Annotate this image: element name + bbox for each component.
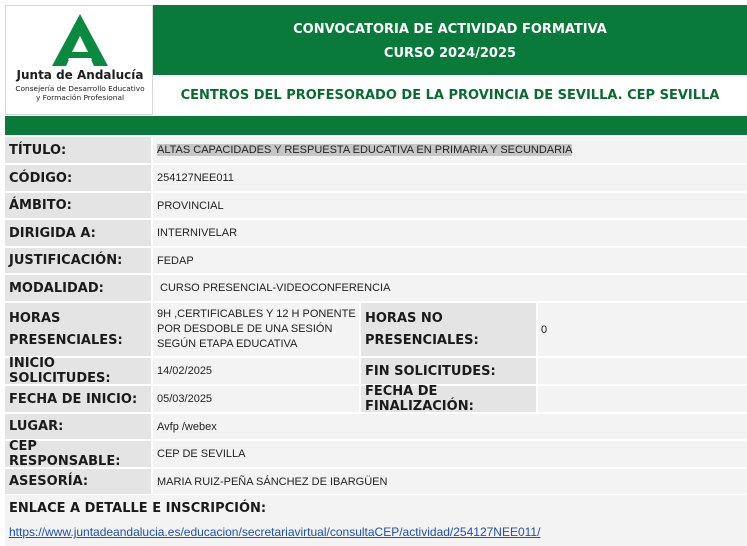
row-titulo [5,137,747,163]
row-modalidad [5,275,747,301]
value-cep-responsable: CEP DE SEVILLA [153,441,747,467]
logo-sub-line2: y Formación Profesional [35,93,125,102]
value-titulo [153,137,747,163]
value-modalidad: CURSO PRESENCIAL-VIDEOCONFERENCIA [153,275,747,301]
row-cep-responsable [5,441,747,467]
logo-subtitle [6,84,154,102]
junta-a-icon [50,14,110,66]
label-asesoria: ASESORÍA: [5,469,151,494]
label-fecha-finalizacion: FECHA DE FINALIZACIÓN: [361,386,536,412]
row-justificacion [5,248,747,273]
label-justificacion: JUSTIFICACIÓN: [5,248,151,273]
row-ambito [5,193,747,218]
value-fecha-inicio: 05/03/2025 [153,386,359,412]
value-asesoria: MARIA RUIZ-PEÑA SÁNCHEZ DE IBARGÜEN [153,469,747,494]
page-subtitle: CENTROS DEL PROFESORADO DE LA PROVINCIA DE SEVILLA. CEP SEVILLA [153,77,747,115]
row-asesoria [5,469,747,494]
inscription-link[interactable]: https://www.juntadeandalucia.es/educacion/secretariavirtual/consultaCEP/actividad/254127NEE011/ [9,525,541,539]
value-justificacion: FEDAP [153,248,747,273]
value-inicio-solicitudes: 14/02/2025 [153,358,359,384]
value-fin-solicitudes [538,358,747,384]
label-horas-no-presenciales: HORAS NO PRESENCIALES: [361,303,536,356]
label-cep-responsable: CEP RESPONSABLE: [5,441,151,467]
label-ambito: ÁMBITO: [5,193,151,218]
label-horas-presenciales: HORAS PRESENCIALES: [5,303,151,356]
value-lugar: Avfp /webex [153,414,747,439]
value-horas-no-presenciales: 0 [538,303,747,356]
header [5,5,747,115]
row-solicitudes [5,358,747,384]
label-codigo: CÓDIGO: [5,165,151,191]
green-divider [5,116,747,135]
row-horas [5,303,747,356]
page-title: CONVOCATORIA DE ACTIVIDAD FORMATIVA [293,22,607,37]
logo-name: Junta de Andalucía [16,68,144,82]
title-banner [153,5,747,75]
inscription-link-block [5,495,747,546]
label-lugar: LUGAR: [5,414,151,439]
link-label: ENLACE A DETALLE E INSCRIPCIÓN: [9,501,267,516]
row-lugar [5,414,747,439]
row-dirigida [5,220,747,246]
row-fechas [5,386,747,412]
label-fin-solicitudes: FIN SOLICITUDES: [361,358,536,384]
value-ambito: PROVINCIAL [153,193,747,218]
value-dirigida: INTERNIVELAR [153,220,747,246]
label-fecha-inicio: FECHA DE INICIO: [5,386,151,412]
value-codigo: 254127NEE011 [153,165,747,191]
row-codigo [5,165,747,191]
junta-logo [5,5,153,115]
label-modalidad: MODALIDAD: [5,275,151,301]
value-titulo-text: ALTAS CAPACIDADES Y RESPUESTA EDUCATIVA EN PRIMARIA Y SECUNDARIA [157,144,573,156]
logo-sub-line1: Consejería de Desarrollo Educativo [15,84,145,93]
value-fecha-finalizacion [538,386,747,412]
course-year: CURSO 2024/2025 [383,46,517,61]
label-titulo: TÍTULO: [5,137,151,163]
value-horas-presenciales: 9H ,CERTIFICABLES Y 12 H PONENTE POR DESDOBLE DE UNA SESIÓN SEGÚN ETAPA EDUCATIVA [153,303,359,356]
label-dirigida: DIRIGIDA A: [5,220,151,246]
label-inicio-solicitudes: INICIO SOLICITUDES: [5,358,151,384]
